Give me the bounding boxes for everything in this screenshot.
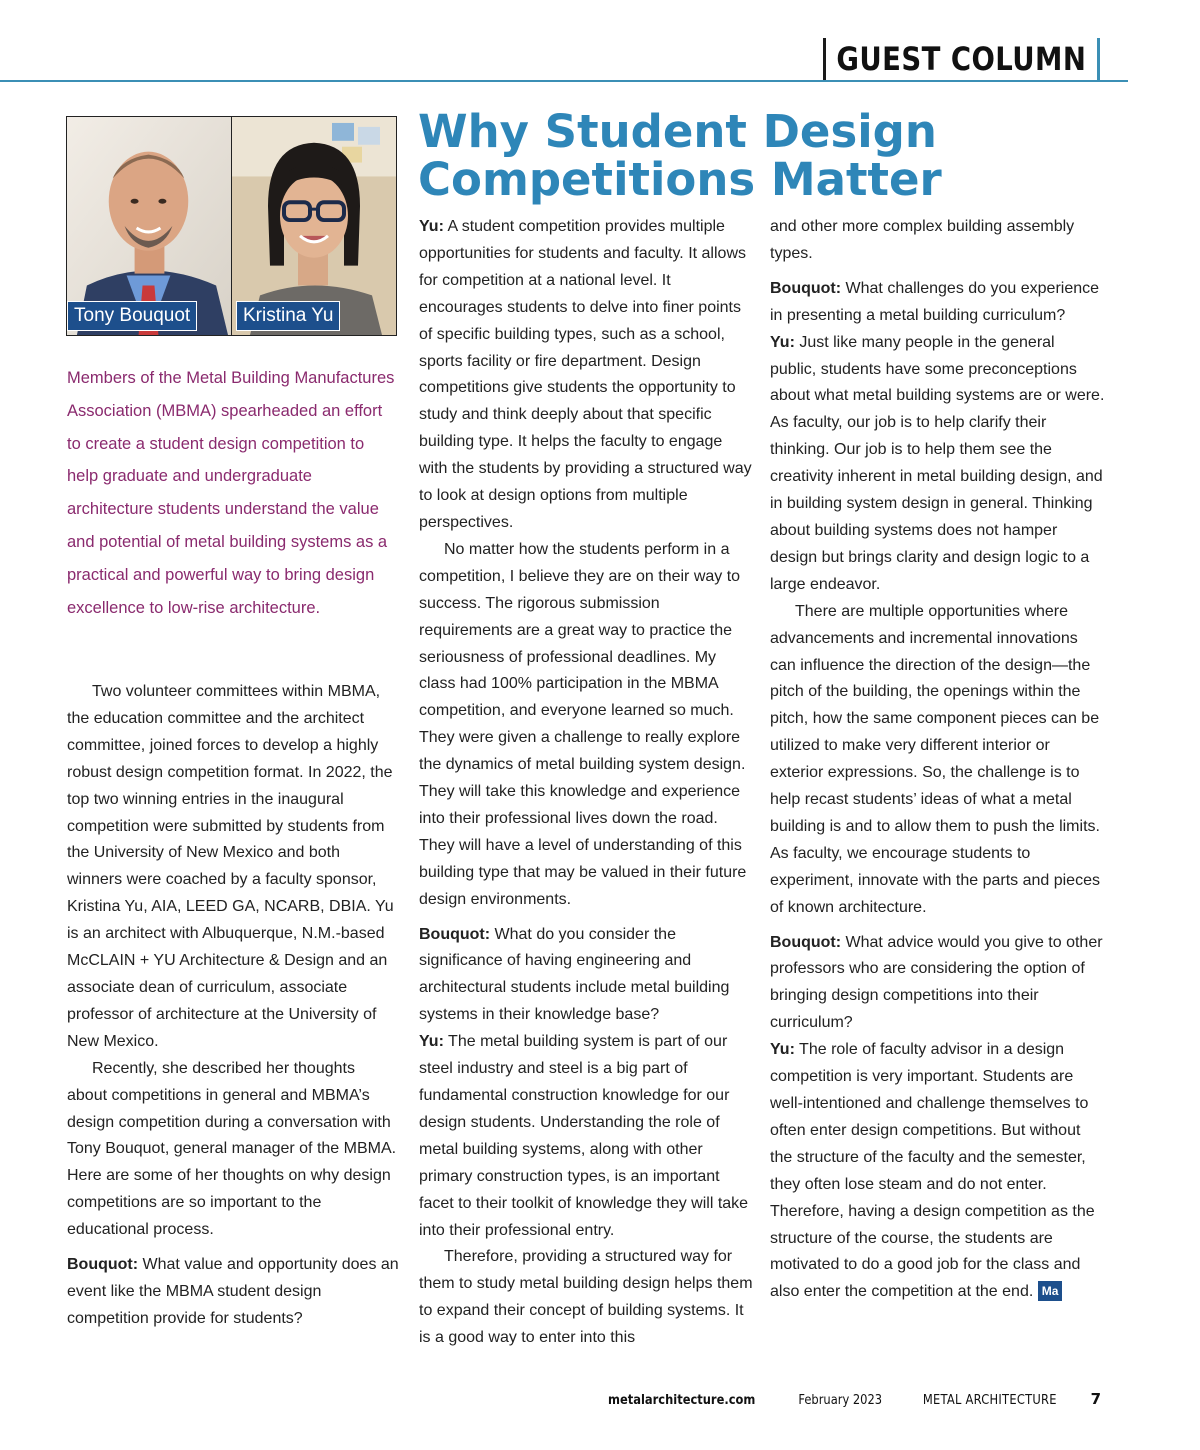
page-footer (595, 1390, 1101, 1408)
question-text: What advice would you give to other professors who are considering the option of bringing design competitions into their curriculum? (770, 933, 1103, 1032)
answer-1 (419, 214, 754, 537)
speaker-label: Bouquot: (770, 933, 842, 951)
photo-tony-bouquot (67, 117, 232, 335)
answer-4 (770, 1037, 1105, 1306)
section-title: GUEST COLUMN (836, 40, 1087, 78)
speaker-label: Yu: (419, 1033, 444, 1051)
answer-text: Just like many people in the general public, students have some preconceptions about what metal building systems are or were. As faculty, our job is to help clarify their thinking. Our job is to help them see the creativity inherent in metal building design, and in building system design in general. Thinking about building systems does not hamper design but brings clarity and design logic to a large endeavor. (770, 333, 1105, 593)
intro-deck: Members of the Metal Building Manufactures Association (MBMA) spearheaded an effort to create a student design competition to help graduate and undergraduate architecture students understand the value and potential of metal building systems as a practical and powerful way to bring design excellence to low-rise architecture. (67, 369, 395, 617)
speaker-label: Bouquot: (67, 1256, 139, 1274)
question-3 (770, 276, 1105, 330)
caption-kristina-yu: Kristina Yu (236, 301, 340, 331)
section-tag (823, 38, 1100, 80)
question-2 (419, 922, 754, 1030)
footer-website: metalarchitecture.com (608, 1392, 756, 1408)
footer-date: February 2023 (797, 1392, 882, 1408)
col1-paragraph-2: Recently, she described her thoughts about competitions in general and MBMA’s design competition during a conversation with Tony Bouquot, general manager of the MBMA. Here are some of her thoughts on why design competitions are so important to the educational process. (67, 1059, 397, 1239)
answer-1-paragraph-2: No matter how the students perform in a competition, I believe they are on their way to success. The rigorous submission requirements are a great way to practice the seriousness of professional deadlines. My class had 100% participation in the MBMA competition, and everyone learned so much. They were given a challenge to really explore the dynamics of metal building system design. They will take this knowledge and experience into their professional lives down the road. They will have a level of understanding of this building type that may be valued in their future design environments. (419, 540, 747, 908)
speaker-label: Bouquot: (770, 279, 842, 297)
column-2 (419, 214, 754, 1352)
answer-text: The metal building system is part of our steel industry and steel is a big part of fundamental construction knowledge for our design students. Understanding the role of metal building systems, along with other primary construction types, is an important facet to their toolkit of knowledge they will take into their professional entry. (419, 1033, 749, 1239)
caption-tony-bouquot: Tony Bouquot (67, 301, 197, 331)
column-3 (770, 214, 1105, 1306)
answer-3-paragraph-2: There are multiple opportunities where advancements and incremental innovations can influence the direction of the design—the pitch of the building, the openings within the pitch, how the same component pieces can be utilized to make very different interior or exterior expressions. So, the challenge is to help recast students’ ideas of what a metal building is and to allow them to push the limits. As faculty, we encourage students to experiment, innovate with the parts and pieces of known architecture. (770, 602, 1100, 916)
question-1 (67, 1252, 399, 1333)
author-photos (66, 116, 397, 336)
column-1 (67, 679, 399, 1333)
speaker-label: Yu: (419, 218, 444, 235)
speaker-label: Yu: (770, 1041, 795, 1059)
answer-2 (419, 1029, 754, 1244)
answer-3 (770, 330, 1105, 599)
article-headline (418, 105, 1118, 206)
photo-kristina-yu (232, 117, 396, 335)
col1-paragraph-1: Two volunteer committees within MBMA, the education committee and the architect committee, joined forces to develop a highly robust design competition format. In 2022, the top two winning entries in the inaugural competition were submitted by students from the University of New Mexico and both winners were coached by a faculty sponsor, Kristina Yu, AIA, LEED GA, NCARB, DBIA. Yu is an architect with Albuquerque, N.M.-based McCLAIN + YU Architecture & Design and an associate dean of curriculum, associate professor of architecture at the University of New Mexico. (67, 683, 394, 1050)
page-number: 7 (1090, 1390, 1101, 1408)
answer-text: The role of faculty advisor in a design competition is very important. Students are well-intentioned and challenge themselves to often enter design competitions. But without the structure of the faculty and the semester, they often lose steam and do not enter. Therefore, having a design competition as the structure of the course, the students are motivated to do a good job for the class and also enter the competition at the end. (770, 1041, 1095, 1301)
speaker-label: Bouquot: (419, 925, 491, 943)
end-mark-logo: Ma (1038, 1281, 1063, 1301)
question-text: What value and opportunity does an event like the MBMA student design competition provide for students? (67, 1256, 399, 1327)
answer-2-paragraph-2: Therefore, providing a structured way for them to study metal building design helps them to expand their concept of building systems. It is a good way to enter into this (419, 1248, 753, 1347)
headline-line-1: Why Student Design (418, 105, 937, 158)
answer-2-continued: and other more complex building assembly types. (770, 218, 1075, 262)
question-text: What do you consider the significance of having engineering and architectural students include metal building systems in their knowledge base? (419, 925, 730, 1024)
headline-line-2: Competitions Matter (418, 153, 942, 206)
header-rule (0, 80, 1128, 82)
question-4 (770, 930, 1105, 1038)
footer-magazine: METAL ARCHITECTURE (922, 1392, 1057, 1408)
answer-text: A student competition provides multiple opportunities for students and faculty. It allows for competition at a national level. It encourages students to delve into finer points of specific building types, such as a school, sports facility or fire department. Design competitions give students the opportunity to study and think deeply about that specific building type. It helps the faculty to engage with the students by providing a structured way to look at design options from multiple perspectives. (419, 218, 752, 531)
speaker-label: Yu: (770, 333, 795, 351)
question-text: What challenges do you experience in presenting a metal building curriculum? (770, 279, 1100, 324)
